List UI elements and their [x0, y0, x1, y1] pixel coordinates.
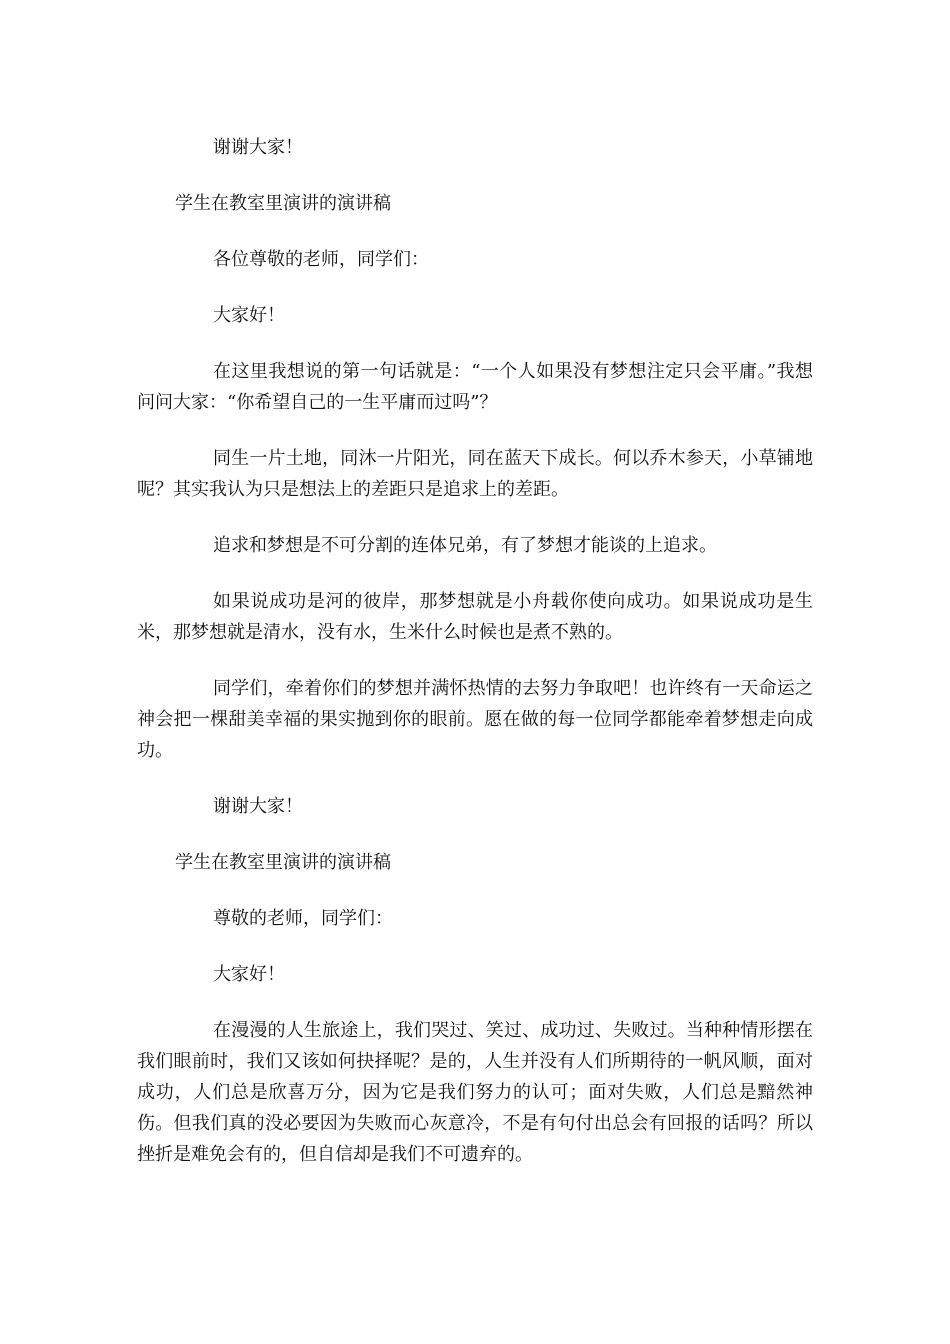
paragraph: 如果说成功是河的彼岸，那梦想就是小舟载你使向成功。如果说成功是生米，那梦想就是清水，没有水，生米什么时候也是煮不熟的。: [137, 591, 813, 643]
paragraph: 追求和梦想是不可分割的连体兄弟，有了梦想才能谈的上追求。: [213, 535, 717, 556]
greeting: 大家好！: [213, 305, 285, 326]
closing-thanks: 谢谢大家！: [213, 796, 303, 817]
speech-title: 学生在教室里演讲的演讲稿: [175, 852, 391, 873]
greeting: 大家好！: [213, 964, 285, 985]
paragraph: 同学们，牵着你们的梦想并满怀热情的去努力争取吧！也许终有一天命运之神会把一棵甜美幸福的果实抛到你的眼前。愿在做的每一位同学都能牵着梦想走向成功。: [137, 678, 813, 761]
salutation: 尊敬的老师，同学们：: [213, 908, 393, 929]
salutation: 各位尊敬的老师，同学们：: [213, 249, 429, 270]
paragraph: 同生一片土地，同沐一片阳光，同在蓝天下成长。何以乔木参天，小草铺地呢？其实我认为只是想法上的差距只是追求上的差距。: [137, 448, 813, 500]
paragraph: 在这里我想说的第一句话就是：“一个人如果没有梦想注定只会平庸。”我想问问大家：“你希望自己的一生平庸而过吗”？: [137, 361, 813, 413]
closing-thanks: 谢谢大家！: [213, 137, 303, 158]
document-body: [137, 132, 813, 1195]
paragraph: 在漫漫的人生旅途上，我们哭过、笑过、成功过、失败过。当种种情形摆在我们眼前时，我们又该如何抉择呢？是的，人生并没有人们所期待的一帆风顺，面对成功，人们总是欣喜万分，因为它是我们努力的认可；面对失败，人们总是黯然神伤。但我们真的没必要因为失败而心灰意冷，不是有句付出总会有回报的话吗？所以挫折是难免会有的，但自信却是我们不可遗弃的。: [137, 1020, 813, 1165]
speech-title: 学生在教室里演讲的演讲稿: [175, 193, 391, 214]
